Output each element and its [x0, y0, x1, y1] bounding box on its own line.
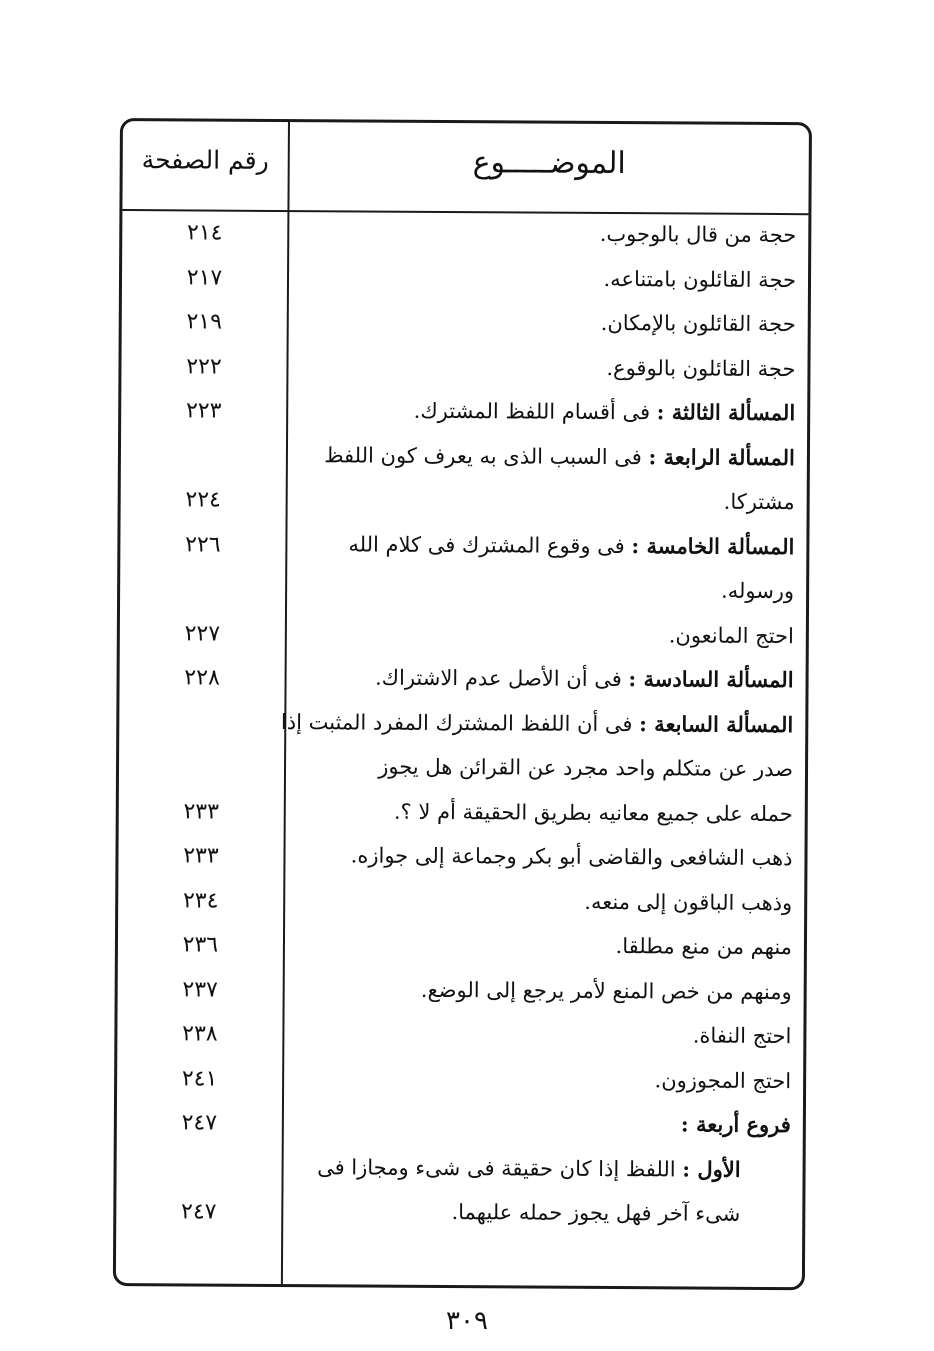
table-row: [116, 1193, 802, 1242]
table-row: [118, 971, 804, 1020]
topic-body: شىء آخر فهل يجوز حمله عليهما.: [451, 1200, 741, 1226]
topic-text: [300, 620, 794, 648]
table-row: [121, 437, 807, 486]
topic-column-header: الموضـــــوع: [472, 145, 626, 182]
topic-body: اللفظ إذا كان حقيقة فى شىء ومجازا فى: [317, 1154, 683, 1181]
page-number: ٢١٧: [186, 264, 223, 291]
topic-text: [297, 1020, 791, 1048]
topic-text: [296, 1198, 740, 1226]
table-row: [122, 259, 808, 308]
topic-body: احتج المجوزون.: [654, 1067, 792, 1093]
topic-body: فى أن اللفظ المشترك المفرد المثبت إذا: [280, 709, 640, 736]
table-row: [118, 837, 804, 886]
topic-lead: المسألة السادسة :: [628, 666, 794, 693]
topic-lead: فروع أربعة :: [680, 1111, 791, 1138]
table-row: [117, 1104, 803, 1153]
topic-text: [301, 486, 795, 514]
page-number: [120, 576, 285, 577]
table-row: [118, 882, 804, 931]
topic-text: [298, 976, 792, 1004]
topic-lead: الأول :: [682, 1155, 741, 1182]
page-number: ٢٣٧: [182, 976, 218, 1003]
page-number: ٢٣٣: [183, 798, 220, 825]
topic-text: [299, 753, 793, 781]
page-number: ٢١٤: [186, 220, 223, 246]
topic-body: فى أن الأصل عدم الاشتراك.: [374, 665, 629, 692]
topic-lead: المسألة الخامسة :: [631, 532, 795, 559]
topic-body: ذهب الشافعى والقاضى أبو بكر وجماعة إلى جوازه.: [350, 843, 793, 871]
topic-text: [301, 442, 795, 470]
page-number: ٢٢٧: [184, 620, 221, 647]
table-body: [116, 214, 808, 1242]
topic-text: [302, 308, 796, 336]
topic-text: [300, 664, 794, 692]
table-row: [120, 615, 806, 664]
page-number: ٢٢٢: [186, 353, 222, 380]
page-number: ٢٢٤: [185, 487, 221, 513]
table-row: [120, 526, 806, 575]
table-row: [119, 793, 805, 842]
page-number: ٢٢٣: [185, 398, 222, 424]
page-number: ٢٣٨: [182, 1021, 218, 1047]
table-row: [122, 214, 808, 263]
topic-body: منهم من منع مطلقا.: [615, 934, 793, 960]
topic-text: [298, 842, 792, 870]
table-row: [119, 704, 805, 753]
page-number: ٢٢٦: [185, 531, 221, 558]
page-number: [117, 1154, 282, 1155]
topic-body: حمله على جميع معانيه بطريق الحقيقة أم لا ؟.: [393, 799, 793, 826]
page-number: ٢٤١: [181, 1065, 218, 1092]
topic-body: ورسوله.: [720, 578, 795, 604]
topic-body: حجة القائلون بالوقوع.: [606, 355, 796, 381]
topic-lead: المسألة الرابعة :: [648, 443, 796, 470]
table-row: [117, 1060, 803, 1109]
topic-body: وذهب الباقون إلى منعه.: [584, 889, 793, 915]
table-row: [121, 392, 807, 441]
topic-text: [280, 709, 794, 737]
topic-body: حجة من قال بالوجوب.: [599, 221, 797, 248]
table-row: [119, 748, 805, 797]
topic-text: [300, 575, 794, 603]
topic-text: [297, 1065, 791, 1093]
page-folio-number: ٣٠٩: [446, 1306, 488, 1336]
topic-lead: المسألة الثالثة :: [656, 399, 796, 426]
page-number: ٢١٩: [186, 309, 223, 335]
topic-body: فى وقوع المشترك فى كلام الله: [348, 531, 632, 558]
page-number: [119, 710, 284, 711]
page-number: ٢٢٨: [184, 665, 220, 691]
page-number: ٢٣٣: [183, 843, 219, 869]
table-frame: [113, 118, 812, 1290]
topic-text: [297, 1154, 741, 1182]
table-row: [119, 659, 805, 708]
topic-body: ومنهم من خص المنع لأمر يرجع إلى الوضع.: [420, 977, 792, 1004]
topic-text: [300, 531, 794, 559]
topic-body: حجة القائلون بالإمكان.: [600, 310, 796, 337]
topic-body: فى أقسام اللفظ المشترك.: [413, 398, 657, 425]
topic-body: صدر عن متكلم واحد مجرد عن القرائن هل يجوز: [378, 754, 794, 782]
page-column-header: رقم الصفحة: [141, 145, 269, 175]
topic-text: [302, 264, 796, 292]
page-number: ٢٤٧: [181, 1199, 217, 1225]
topic-lead: المسألة السابعة :: [639, 710, 794, 737]
page-number: ٢٣٦: [182, 932, 219, 958]
page-number: [119, 754, 284, 755]
topic-body: حجة القائلون بامتناعه.: [603, 266, 797, 292]
table-row: [121, 481, 807, 530]
topic-text: [301, 353, 795, 381]
topic-text: [302, 219, 796, 247]
topic-body: احتج النفاة.: [692, 1023, 792, 1049]
topic-text: [298, 887, 792, 915]
topic-text: [299, 798, 793, 826]
page-number: [121, 443, 286, 444]
table-row: [122, 303, 808, 352]
topic-body: مشتركا.: [723, 489, 795, 515]
table-row: [121, 348, 807, 397]
topic-body: احتج المانعون.: [668, 622, 794, 648]
table-row: [120, 570, 806, 619]
topic-text: [297, 1109, 791, 1137]
table-row: [116, 1148, 802, 1197]
page-number: ٢٤٧: [181, 1110, 218, 1136]
topic-body: فى السبب الذى به يعرف كون اللفظ: [324, 442, 649, 469]
table-row: [117, 1015, 803, 1064]
topic-text: [298, 931, 792, 959]
topic-text: [301, 397, 795, 425]
page-number: ٢٣٤: [182, 887, 219, 914]
table-row: [118, 926, 804, 975]
